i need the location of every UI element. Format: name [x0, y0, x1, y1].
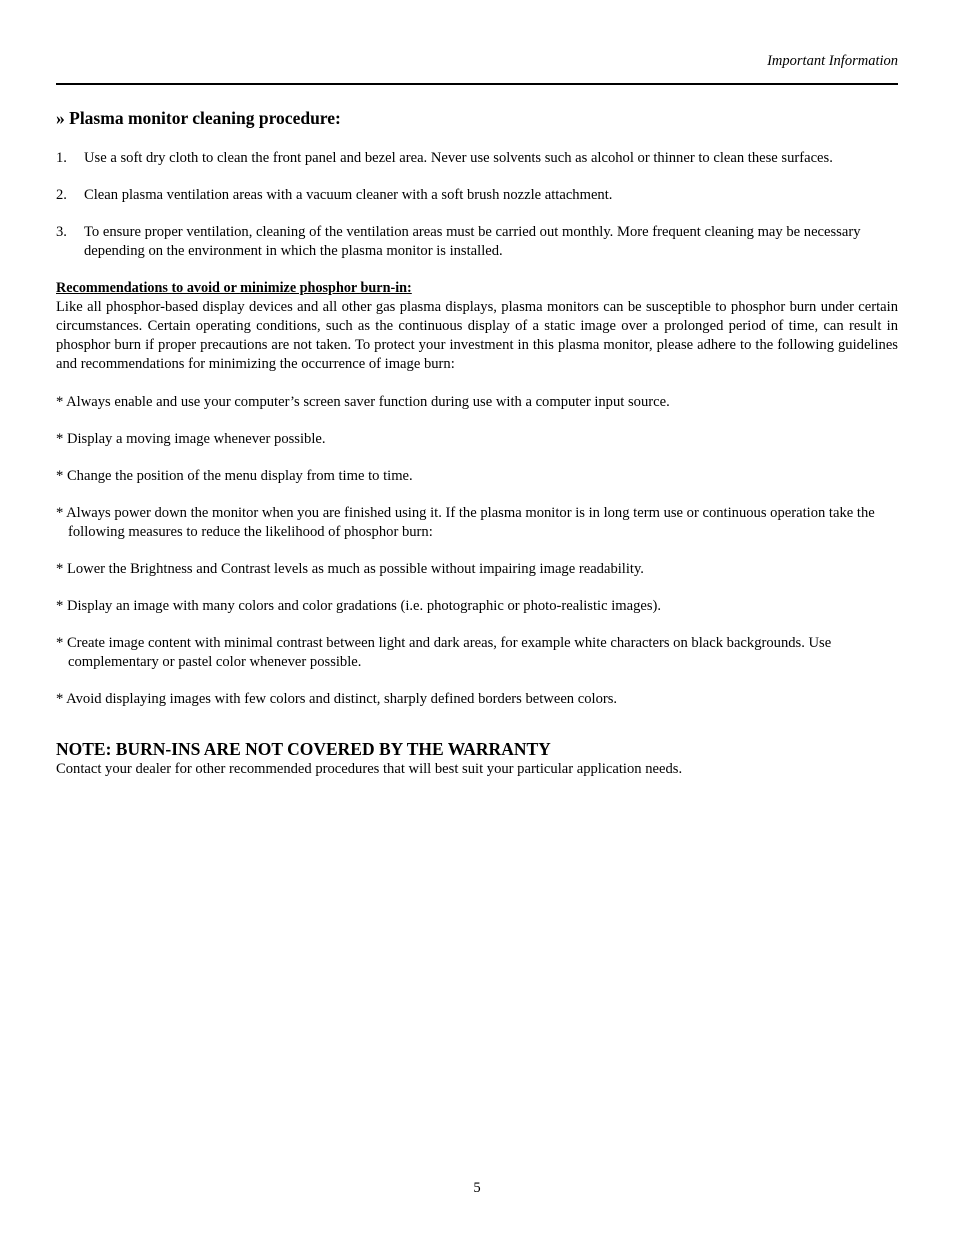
guideline-item: * Always enable and use your computer’s screen saver function during use with a computer input source.	[56, 394, 670, 410]
step-text: To ensure proper ventilation, cleaning of the ventilation areas must be carried out monthly. More frequent cleaning may be necessary depending on the environment in which the plasma monitor is installed.	[84, 224, 861, 259]
cleaning-step	[56, 186, 898, 205]
burn-in-guidelines-list	[56, 393, 898, 709]
running-header: Important Information	[767, 53, 898, 69]
guideline-item: * Lower the Brightness and Contrast levels as much as possible without impairing image readability.	[56, 561, 644, 577]
cleaning-step	[56, 149, 898, 168]
step-text: Clean plasma ventilation areas with a vacuum cleaner with a soft brush nozzle attachment.	[84, 187, 613, 203]
warranty-note-text: Contact your dealer for other recommended procedures that will best suit your particular application needs.	[56, 761, 683, 777]
guideline-item: * Display an image with many colors and color gradations (i.e. photographic or photo-realistic images).	[56, 598, 662, 614]
cleaning-steps-list	[56, 149, 898, 261]
burn-in-intro-paragraph: Like all phosphor-based display devices and all other gas plasma displays, plasma monitors can be susceptible to phosphor burn under certain circumstances. Certain operating conditions, such as the continuous display of a static image over a prolonged period of time, can result in phosphor burn if proper precautions are not taken. To protect your investment in this plasma monitor, please adhere to the following guidelines and recommendations for minimizing the occurrence of image burn:	[56, 299, 898, 372]
step-text: Use a soft dry cloth to clean the front panel and bezel area. Never use solvents such as alcohol or thinner to clean these surfaces.	[84, 150, 833, 166]
guideline-item: * Always power down the monitor when you are finished using it. If the plasma monitor is in long term use or continuous operation take the following measures to reduce the likelihood of phosphor burn:	[56, 505, 875, 540]
cleaning-procedure-heading: » Plasma monitor cleaning procedure:	[56, 108, 341, 128]
step-number: 1.	[56, 150, 67, 166]
warranty-note-heading: NOTE: BURN-INS ARE NOT COVERED BY THE WARRANTY	[56, 739, 551, 759]
guideline-item: * Change the position of the menu display from time to time.	[56, 468, 413, 484]
burn-in-recommendations-heading: Recommendations to avoid or minimize phosphor burn-in:	[56, 280, 412, 296]
guideline-item: * Display a moving image whenever possible.	[56, 431, 326, 447]
cleaning-step	[56, 223, 898, 261]
step-number: 3.	[56, 224, 67, 240]
page-body	[56, 107, 898, 779]
guideline-item: * Create image content with minimal contrast between light and dark areas, for example white characters on black backgrounds. Use complementary or pastel color whenever possible.	[56, 635, 832, 670]
step-number: 2.	[56, 187, 67, 203]
document-page	[56, 0, 898, 1235]
header-rule	[56, 83, 898, 85]
guideline-item: * Avoid displaying images with few colors and distinct, sharply defined borders between colors.	[56, 691, 618, 707]
page-number: 5	[473, 1180, 481, 1196]
